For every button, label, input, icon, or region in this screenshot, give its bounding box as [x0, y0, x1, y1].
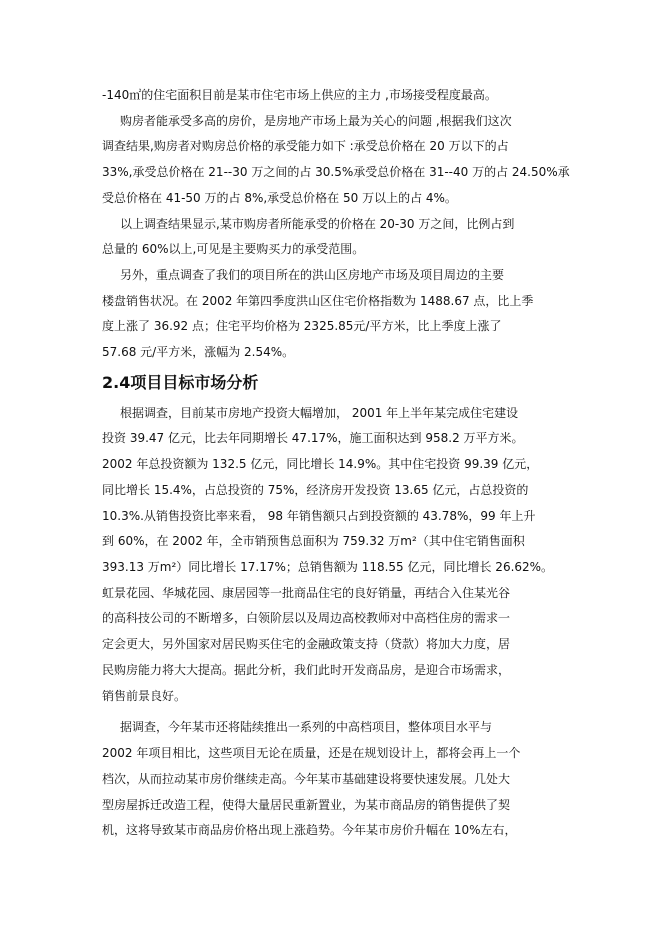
- text-line: 虹景花园、华城花园、康居园等一批商品住宅的良好销量，再结合入住某光谷: [102, 586, 511, 600]
- text-line: 据调查，今年某市还将陆续推出一系列的中高档项目，整体项目水平与: [120, 720, 493, 734]
- text-line: 57.68 元/平方米，涨幅为 2.54%。: [102, 345, 295, 359]
- text-line: 度上涨了 36.92 点；住宅平均价格为 2325.85元/平方米，比上季度上涨了: [102, 319, 502, 333]
- text-line: 同比增长 15.4%，占总投资的 75%，经济房开发投资 13.65 亿元，占总投资的: [102, 483, 529, 497]
- text-line: 的高科技公司的不断增多，白领阶层以及周边高校教师对中高档住房的需求一: [102, 611, 511, 625]
- text-line: -140㎡的住宅面积目前是某市住宅市场上供应的主力 ,市场接受程度最高。: [102, 88, 497, 102]
- text-line: 到 60%，在 2002 年，全市销预售总面积为 759.32 万m²（其中住宅销售面积: [102, 534, 525, 548]
- text-line: 10.3%.从销售投资比率来看， 98 年销售额只占到投资额的 43.78%，99 年上升: [102, 509, 536, 523]
- text-line: 楼盘销售状况。在 2002 年第四季度洪山区住宅价格指数为 1488.67 点，比上季: [102, 294, 534, 308]
- text-line: 机，这将导致某市商品房价格出现上涨趋势。今年某市房价升幅在 10%左右，: [102, 823, 517, 837]
- text-line: 另外，重点调查了我们的项目所在的洪山区房地产市场及项目周边的主要: [120, 268, 505, 282]
- text-line: 33%,承受总价格在 21--30 万之间的占 30.5%承受总价格在 31--40 万的占 24.50%承: [102, 165, 570, 179]
- text-line: 2002 年项目相比，这些项目无论在质量，还是在规划设计上，都将会再上一个: [102, 746, 521, 760]
- text-line: 总量的 60%以上,可见是主要购买力的承受范围。: [102, 242, 365, 256]
- text-line: 购房者能承受多高的房价，是房地产市场上最为关心的问题 ,根据我们这次: [120, 114, 512, 128]
- text-line: 2002 年总投资额为 132.5 亿元，同比增长 14.9%。其中住宅投资 99.39 亿元，: [102, 457, 539, 471]
- text-line: 型房屋拆迁改造工程，使得大量居民重新置业，为某市商品房的销售提供了契: [102, 798, 511, 812]
- text-line: 投资 39.47 亿元，比去年同期增长 47.17%，施工面积达到 958.2 万平方米。: [102, 431, 524, 445]
- text-line: 以上调查结果显示,某市购房者所能承受的价格在 20-30 万之间，比例占到: [120, 217, 515, 231]
- text-line: 根据调查，目前某市房地产投资大幅增加， 2001 年上半年某完成住宅建设: [120, 406, 519, 420]
- text-line: 调查结果,购房者对购房总价格的承受能力如下 :承受总价格在 20 万以下的占: [102, 139, 509, 153]
- text-line: 销售前景良好。: [102, 689, 187, 703]
- text-line: 档次，从而拉动某市房价继续走高。今年某市基础建设将要快速发展。几处大: [102, 772, 511, 786]
- text-line: 定会更大，另外国家对居民购买住宅的金融政策支持（贷款）将加大力度，居: [102, 637, 511, 651]
- text-line: 民购房能力将大大提高。据此分析，我们此时开发商品房，是迎合市场需求，: [102, 663, 511, 677]
- text-line: 受总价格在 41-50 万的占 8%,承受总价格在 50 万以上的占 4%。: [102, 191, 457, 205]
- text-line: 393.13 万m²）同比增长 17.17%；总销售额为 118.55 亿元，同比增长 26.62%。: [102, 560, 554, 574]
- section-heading: 2.4项目目标市场分析: [102, 373, 259, 392]
